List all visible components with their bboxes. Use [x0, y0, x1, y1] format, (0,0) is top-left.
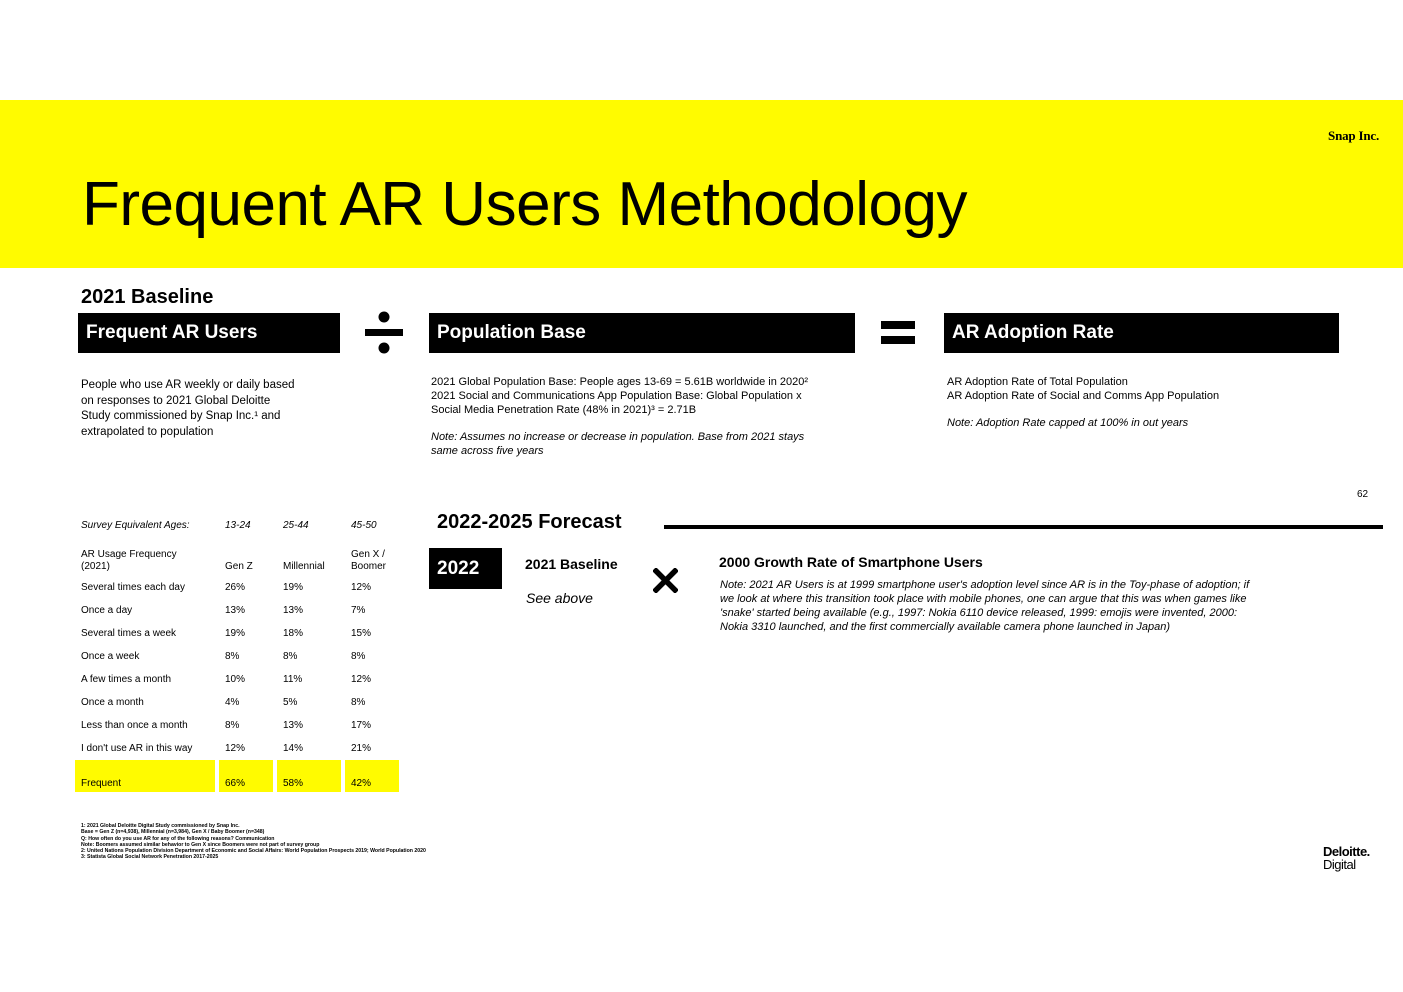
note-line: we look at where this transition took place with mobile phones, one can argue that this was when games like: [720, 593, 1247, 605]
table-row: [75, 622, 399, 645]
cell-value: 8%: [283, 651, 298, 662]
footnote: Base = Gen Z (n=4,938), Millennial (n=3,984), Gen X / Baby Boomer (n=348): [81, 829, 265, 836]
cell-value: 5%: [283, 697, 298, 708]
table-row: [75, 668, 399, 691]
table-header-row: [75, 514, 399, 536]
row-label: Several times a week: [81, 628, 177, 639]
cell-value: 66%: [219, 760, 273, 792]
cell-value: 18%: [283, 628, 304, 639]
row-label: A few times a month: [81, 674, 172, 685]
footnote: Q: How often do you use AR for any of the following reasons? Communication: [81, 835, 275, 842]
population-base-description: [431, 375, 861, 458]
row-label: I don't use AR in this way: [81, 743, 193, 754]
baseline-heading: 2021 Baseline: [81, 286, 214, 308]
equals-icon: [881, 321, 915, 344]
cell-value: 4%: [225, 697, 240, 708]
ar-adoption-rate-box: AR Adoption Rate: [944, 313, 1339, 353]
cell-value: 8%: [225, 651, 240, 662]
snap-brand-logo: Snap Inc.: [1328, 128, 1379, 143]
generation-label: [345, 536, 399, 576]
age-range: 45-50: [351, 519, 377, 531]
page-title: Frequent AR Users Methodology: [82, 170, 967, 239]
forecast-baseline-title: 2021 Baseline: [525, 556, 618, 572]
cell-value: 14%: [283, 743, 304, 754]
footnote: 3: Statista Global Social Network Penetration 2017-2025: [81, 854, 219, 861]
label-line: AR Usage Frequency: [81, 549, 177, 560]
note-line: Note: Adoption Rate capped at 100% in out years: [947, 417, 1189, 429]
multiply-icon: [653, 568, 678, 593]
forecast-baseline-sub: See above: [526, 590, 593, 606]
desc-line: extrapolated to population: [81, 425, 214, 438]
generation-label: Gen Z: [225, 561, 253, 572]
cell-value: 12%: [351, 674, 372, 685]
desc-line: 2021 Social and Communications App Population Base: Global Population x: [431, 390, 802, 402]
table-total-row: [75, 760, 399, 792]
cell-value: 21%: [351, 743, 372, 754]
desc-line: AR Adoption Rate of Total Population: [947, 376, 1128, 388]
cell-value: 12%: [225, 743, 246, 754]
cell-value: 42%: [345, 760, 399, 792]
cell-value: 8%: [351, 651, 366, 662]
age-range: 13-24: [225, 519, 251, 531]
table-row: [75, 691, 399, 714]
logo-line: Deloitte.: [1323, 844, 1370, 859]
label-line: (2021): [81, 561, 110, 572]
note-line: same across five years: [431, 445, 544, 457]
growth-rate-title: 2000 Growth Rate of Smartphone Users: [719, 554, 983, 570]
cell-value: 8%: [351, 697, 366, 708]
label-line: Gen X /: [351, 549, 385, 560]
year-box: 2022: [429, 548, 502, 589]
footnote: 1: 2021 Global Deloitte Digital Study commissioned by Snap Inc.: [81, 823, 240, 829]
label-line: Boomer: [351, 561, 387, 572]
age-label: Survey Equivalent Ages:: [81, 519, 190, 531]
table-row: [75, 645, 399, 668]
cell-value: 19%: [283, 582, 304, 593]
row-label: Once a day: [81, 605, 133, 616]
deloitte-digital-logo: [1323, 845, 1370, 871]
cell-value: 19%: [225, 628, 246, 639]
growth-rate-note: [720, 578, 1340, 634]
cell-value: 17%: [351, 720, 372, 731]
desc-line: 2021 Global Population Base: People ages 13-69 = 5.61B worldwide in 2020²: [431, 376, 809, 388]
note-line: 'snake' started being available (e.g., 1997: Nokia 6110 device released, 1999: emojis were invented, 2000:: [720, 607, 1238, 619]
cell-value: 13%: [283, 605, 304, 616]
table-row: [75, 576, 399, 599]
cell-value: 58%: [277, 760, 341, 792]
population-base-box: Population Base: [429, 313, 855, 353]
age-range: 25-44: [283, 519, 309, 531]
frequent-ar-users-box: Frequent AR Users: [78, 313, 340, 353]
logo-line: Digital: [1323, 857, 1356, 872]
table-row: [75, 714, 399, 737]
footnotes: [81, 823, 426, 861]
row-label: Once a week: [81, 651, 140, 662]
desc-line: on responses to 2021 Global Deloitte: [81, 394, 271, 407]
footnote: Note: Boomers assumed similar behavior to Gen X since Boomers were not part of survey group: [81, 841, 320, 848]
footnote: 2: United Nations Population Division Department of Economic and Social Affairs: World Population Prospects 2019; World Population 2020: [81, 848, 426, 855]
cell-value: 10%: [225, 674, 246, 685]
adoption-rate-description: [947, 375, 1347, 430]
ar-frequency-table: [71, 514, 403, 792]
row-label: Less than once a month: [81, 720, 188, 731]
header-band: [0, 100, 1403, 268]
page-number: 62: [1357, 489, 1369, 500]
cell-value: 12%: [351, 582, 372, 593]
row-label: Once a month: [81, 697, 144, 708]
desc-line: AR Adoption Rate of Social and Comms App Population: [947, 390, 1220, 402]
note-line: Note: 2021 AR Users is at 1999 smartphone user's adoption level since AR is in the Toy-phase of adoption; if: [720, 579, 1250, 591]
generation-label: Millennial: [283, 561, 325, 572]
note-line: Note: Assumes no increase or decrease in population. Base from 2021 stays: [431, 431, 805, 443]
cell-value: 15%: [351, 628, 372, 639]
frequent-users-description: [81, 378, 341, 440]
row-label: Several times each day: [81, 582, 185, 593]
cell-value: 13%: [225, 605, 246, 616]
cell-value: 26%: [225, 582, 246, 593]
table-row: [75, 599, 399, 622]
cell-value: 8%: [225, 720, 240, 731]
forecast-divider: [664, 525, 1383, 529]
divide-icon: [364, 311, 404, 355]
row-label: Frequent: [75, 760, 215, 792]
cell-value: 13%: [283, 720, 304, 731]
cell-value: 11%: [283, 674, 303, 685]
table-subheader-row: [75, 536, 399, 576]
forecast-heading: 2022-2025 Forecast: [437, 511, 622, 533]
table-row: [75, 737, 399, 760]
desc-line: Study commissioned by Snap Inc.¹ and: [81, 410, 281, 422]
cell-value: 7%: [351, 605, 366, 616]
desc-line: Social Media Penetration Rate (48% in 2021)³ = 2.71B: [431, 404, 697, 416]
note-line: Nokia 3310 launched, and the first commercially available camera phone launched in Japan): [720, 621, 1171, 633]
desc-line: People who use AR weekly or daily based: [81, 379, 295, 391]
frequency-label: [75, 536, 215, 576]
